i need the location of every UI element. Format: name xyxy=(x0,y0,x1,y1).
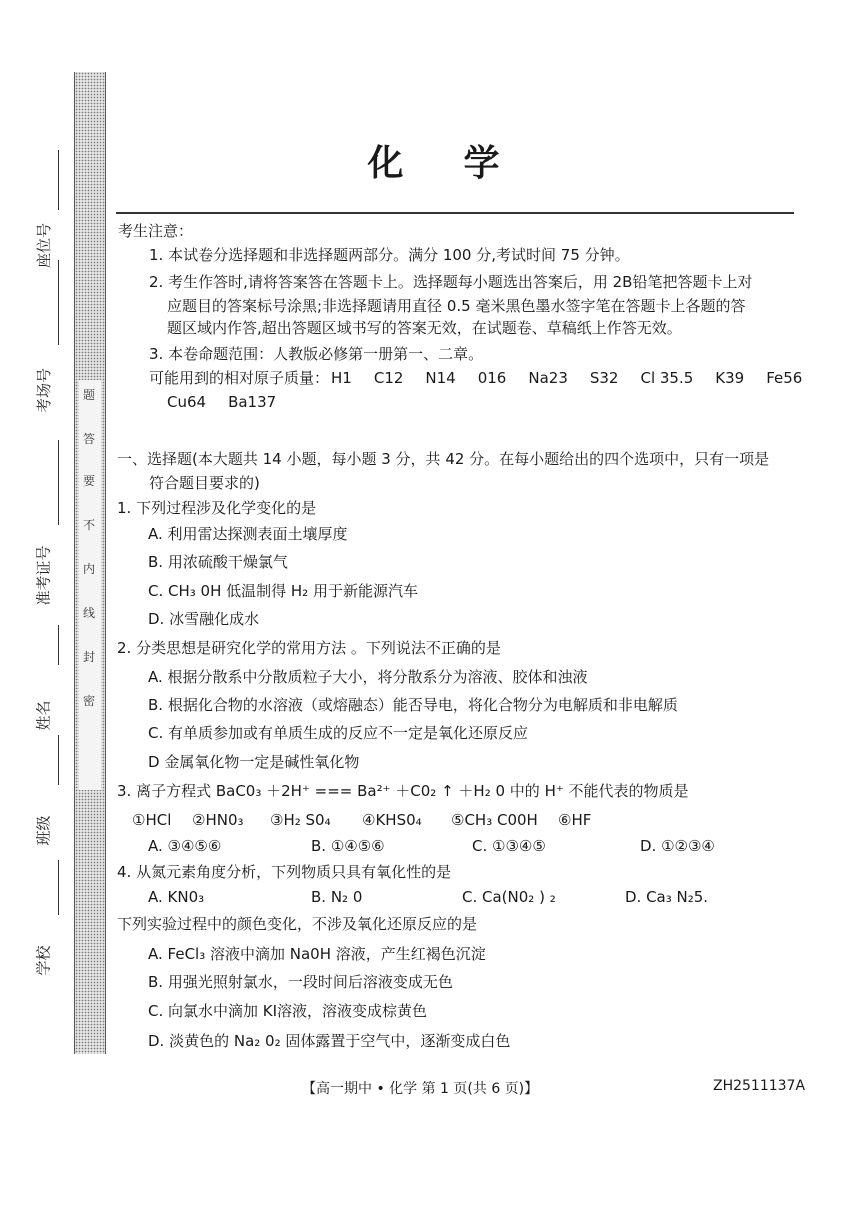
q3-substance: ⑥HF xyxy=(558,811,592,829)
ticket-number-label: 准考证号 xyxy=(34,544,53,606)
atomic-mass: 016 xyxy=(477,369,507,387)
atomic-mass: H1 xyxy=(331,369,352,387)
q1-option-d: D. 冰雪融化成水 xyxy=(148,610,260,628)
binding-char: 线 xyxy=(82,606,95,620)
q4-option-d: D. Ca₃ N₂5. xyxy=(625,888,709,906)
q1-option-b: B. 用浓硫酸干燥氯气 xyxy=(148,553,288,571)
notice-heading: 考生注意： xyxy=(118,222,194,240)
question-1-stem: 1. 下列过程涉及化学变化的是 xyxy=(117,499,317,517)
atomic-mass: C12 xyxy=(373,369,404,387)
q2-option-c: C. 有单质参加或有单质生成的反应不一定是氧化还原反应 xyxy=(148,724,529,742)
school-line xyxy=(58,860,59,915)
document-code: ZH2511137A xyxy=(713,1078,806,1094)
atomic-masses-line2 xyxy=(167,392,298,412)
atomic-mass: Na23 xyxy=(528,369,568,387)
q1-option-a: A. 利用雷达探测表面土壤厚度 xyxy=(148,525,348,543)
name-line xyxy=(58,625,59,665)
q3-option-d: D. ①②③④ xyxy=(640,837,715,855)
seat-number-label: 座位号 xyxy=(34,222,53,268)
class-label: 班级 xyxy=(34,814,53,846)
q3-substance: ④KHS0₄ xyxy=(362,811,422,829)
atomic-mass: Fe56 xyxy=(766,369,803,387)
q5-option-b: B. 用强光照射氯水，一段时间后溶液变成无色 xyxy=(148,973,453,991)
exam-room-label: 考场号 xyxy=(34,367,53,413)
q3-option-b: B. ①④⑤⑥ xyxy=(311,837,385,855)
question-4-stem: 4. 从氮元素角度分析，下列物质只具有氧化性的是 xyxy=(117,863,452,881)
section-heading: 一、选择题(本大题共 14 小题，每小题 3 分，共 42 分。在每小题给出的四个选项中，只有一项是 xyxy=(117,450,770,468)
q5-option-a: A. FeCl₃ 溶液中滴加 Na0H 溶液，产生红褐色沉淀 xyxy=(148,945,486,963)
question-5-stem: 下列实验过程中的颜色变化，不涉及氧化还原反应的是 xyxy=(117,915,478,933)
school-label: 学校 xyxy=(34,944,53,976)
atomic-mass: S32 xyxy=(589,369,619,387)
binding-char: 要 xyxy=(82,474,95,488)
q3-option-c: C. ①③④⑤ xyxy=(472,837,546,855)
q4-option-a: A. KN0₃ xyxy=(148,888,205,906)
q2-option-b: B. 根据化合物的水溶液（或熔融态）能否导电，将化合物分为电解质和非电解质 xyxy=(148,696,678,714)
binding-char: 封 xyxy=(82,650,95,664)
notice-item: 3. 本卷命题范围：人教版必修第一册第一、二章。 xyxy=(149,345,484,363)
q2-option-d: D 金属氧化物一定是碱性氧化物 xyxy=(148,753,360,771)
q4-option-c: C. Ca(N0₂ ) ₂ xyxy=(462,888,556,906)
question-2-stem: 2. 分类思想是研究化学的常用方法 。下列说法不正确的是 xyxy=(117,639,501,657)
notice-item: 应题目的答案标号涂黑;非选择题请用直径 0.5 毫米黑色墨水签字笔在答题卡上各题的答 xyxy=(167,297,746,315)
q5-option-c: C. 向氯水中滴加 KI溶液，溶液变成棕黄色 xyxy=(148,1002,428,1020)
atomic-masses-line1 xyxy=(149,368,802,388)
binding-char: 答 xyxy=(82,432,95,446)
q4-option-b: B. N₂ 0 xyxy=(311,888,363,906)
page-footer: 【高一期中 • 化学 第 1 页(共 6 页)】 xyxy=(302,1081,539,1097)
ticket-number-line xyxy=(58,440,59,525)
notice-item: 1. 本试卷分选择题和非选择题两部分。满分 100 分,考试时间 75 分钟。 xyxy=(149,246,630,264)
atomic-mass: N14 xyxy=(425,369,456,387)
atomic-mass: K39 xyxy=(715,369,745,387)
exam-room-line xyxy=(58,260,59,345)
binding-char: 不 xyxy=(82,518,95,532)
masses-label: 可能用到的相对原子质量： xyxy=(149,369,330,387)
binding-char: 密 xyxy=(82,694,95,708)
page-title: 化学 xyxy=(367,142,560,184)
q3-substance: ③H₂ S0₄ xyxy=(270,811,331,829)
atomic-mass: Ba137 xyxy=(228,393,277,411)
q3-substance: ⑤CH₃ C00H xyxy=(451,811,538,829)
title-divider xyxy=(116,212,794,214)
notice-item: 题区域内作答,超出答题区域书写的答案无效，在试题卷、草稿纸上作答无效。 xyxy=(167,319,682,337)
q3-option-a: A. ③④⑤⑥ xyxy=(148,837,222,855)
section-heading-cont: 符合题目要求的) xyxy=(149,474,260,492)
atomic-mass: Cu64 xyxy=(167,393,207,411)
q3-substance: ②HN0₃ xyxy=(192,811,244,829)
binding-char: 题 xyxy=(82,388,95,402)
q3-substance: ①HCl xyxy=(132,811,172,829)
name-label: 姓名 xyxy=(34,699,53,731)
binding-char: 内 xyxy=(82,562,95,576)
q5-option-d: D. 淡黄色的 Na₂ 0₂ 固体露置于空气中，逐渐变成白色 xyxy=(148,1032,511,1050)
atomic-mass: Cl 35.5 xyxy=(640,369,694,387)
question-3-stem: 3. 离子方程式 BaC0₃ ＋2H⁺ === Ba²⁺ ＋C0₂ ↑ ＋H₂ 0 中的 H⁺ 不能代表的物质是 xyxy=(117,782,689,800)
notice-item: 2. 考生作答时,请将答案答在答题卡上。选择题每小题选出答案后，用 2B铅笔把答题卡上对 xyxy=(149,273,753,291)
class-line xyxy=(58,735,59,785)
q2-option-a: A. 根据分散系中分散质粒子大小，将分散系分为溶液、胶体和浊液 xyxy=(148,668,588,686)
q1-option-c: C. CH₃ 0H 低温制得 H₂ 用于新能源汽车 xyxy=(148,582,418,600)
